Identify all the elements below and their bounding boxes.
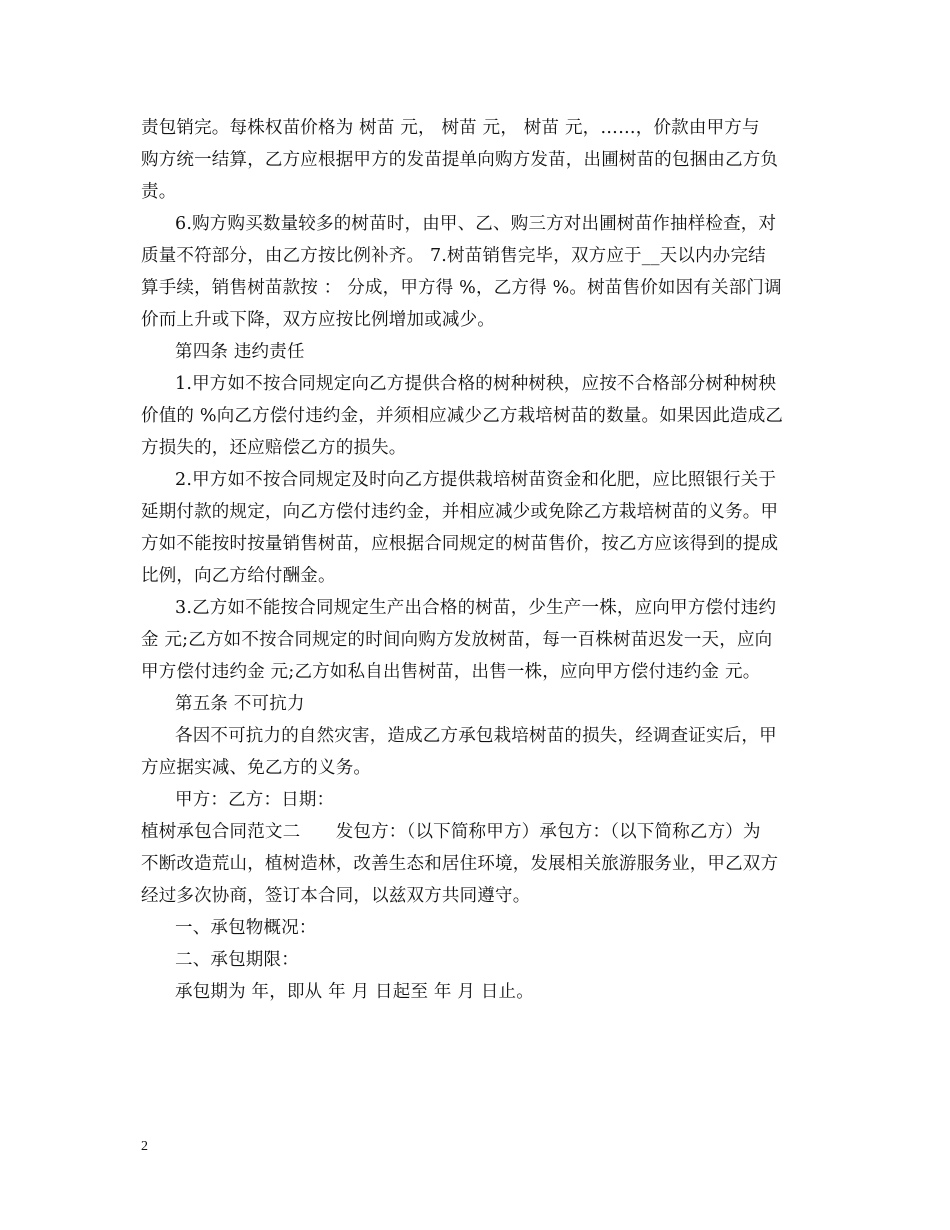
text-line: 甲方偿付违约金 元;乙方如私自出售树苗，出售一株，应向甲方偿付违约金 元。 [141,662,761,682]
text-line: 一、承包物概况： [175,918,317,938]
text-line: 金 元;乙方如不按合同规定的时间向购方发放树苗，每一百株树苗迟发一天，应向 [141,630,773,650]
text-line: 不断改造荒山，植树造林，改善生态和居住环境，发展相关旅游服务业，甲乙双方 [141,854,779,874]
section-heading: 第四条 违约责任 [175,342,305,362]
text-line: 2.甲方如不按合同规定及时向乙方提供栽培树苗资金和化肥，应比照银行关于 [175,470,777,490]
text-line: 承包期为 年，即从 年 月 日起至 年 月 日止。 [175,982,534,1002]
text-line: 延期付款的规定，向乙方偿付违约金，并相应减少或免除乙方栽培树苗的义务。甲 [141,502,779,522]
section-heading: 第五条 不可抗力 [175,694,305,714]
text-line: 责包销完。每株权苗价格为 树苗 元， 树苗 元， 树苗 元，……，价款由甲方与 [141,118,760,138]
text-line: 3.乙方如不能按合同规定生产出合格的树苗，少生产一株，应向甲方偿付违约 [175,598,777,618]
text-line: 责。 [141,182,177,202]
text-line: 价值的 %向乙方偿付违约金，并须相应减少乙方栽培树苗的数量。如果因此造成乙 [141,406,784,426]
text-line: 比例，向乙方给付酬金。 [141,566,336,586]
text-line: 1.甲方如不按合同规定向乙方提供合格的树种树秧，应按不合格部分树种树秧 [175,374,777,394]
text-line: 方应据实减、免乙方的义务。 [141,758,372,778]
signature-line: 甲方：乙方：日期： [175,790,335,810]
page-number: 2 [141,1139,148,1154]
text-line: 方损失的，还应赔偿乙方的损失。 [141,438,407,458]
text-line: 二、承包期限： [175,950,299,970]
text-line: 6.购方购买数量较多的树苗时，由甲、乙、购三方对出圃树苗作抽样检查，对 [175,214,777,234]
text-line: 算手续，销售树苗款按 ： 分成，甲方得 %，乙方得 %。树苗售价如因有关部门调 [141,278,782,298]
text-line: 方如不能按时按量销售树苗，应根据合同规定的树苗售价，按乙方应该得到的提成 [141,534,779,554]
text-line: 植树承包合同范文二 发包方：（以下简称甲方）承包方：（以下简称乙方）为 [141,822,761,842]
text-line: 质量不符部分，由乙方按比例补齐。 7.树苗销售完毕，双方应于__天以内办完结 [141,246,766,266]
text-line: 购方统一结算，乙方应根据甲方的发苗提单向购方发苗，出圃树苗的包捆由乙方负 [141,150,779,170]
text-line: 经过多次协商，签订本合同，以兹双方共同遵守。 [141,886,531,906]
text-line: 各因不可抗力的自然灾害，造成乙方承包栽培树苗的损失，经调查证实后，甲 [175,726,777,746]
text-line: 价而上升或下降，双方应按比例增加或减少。 [141,310,495,330]
